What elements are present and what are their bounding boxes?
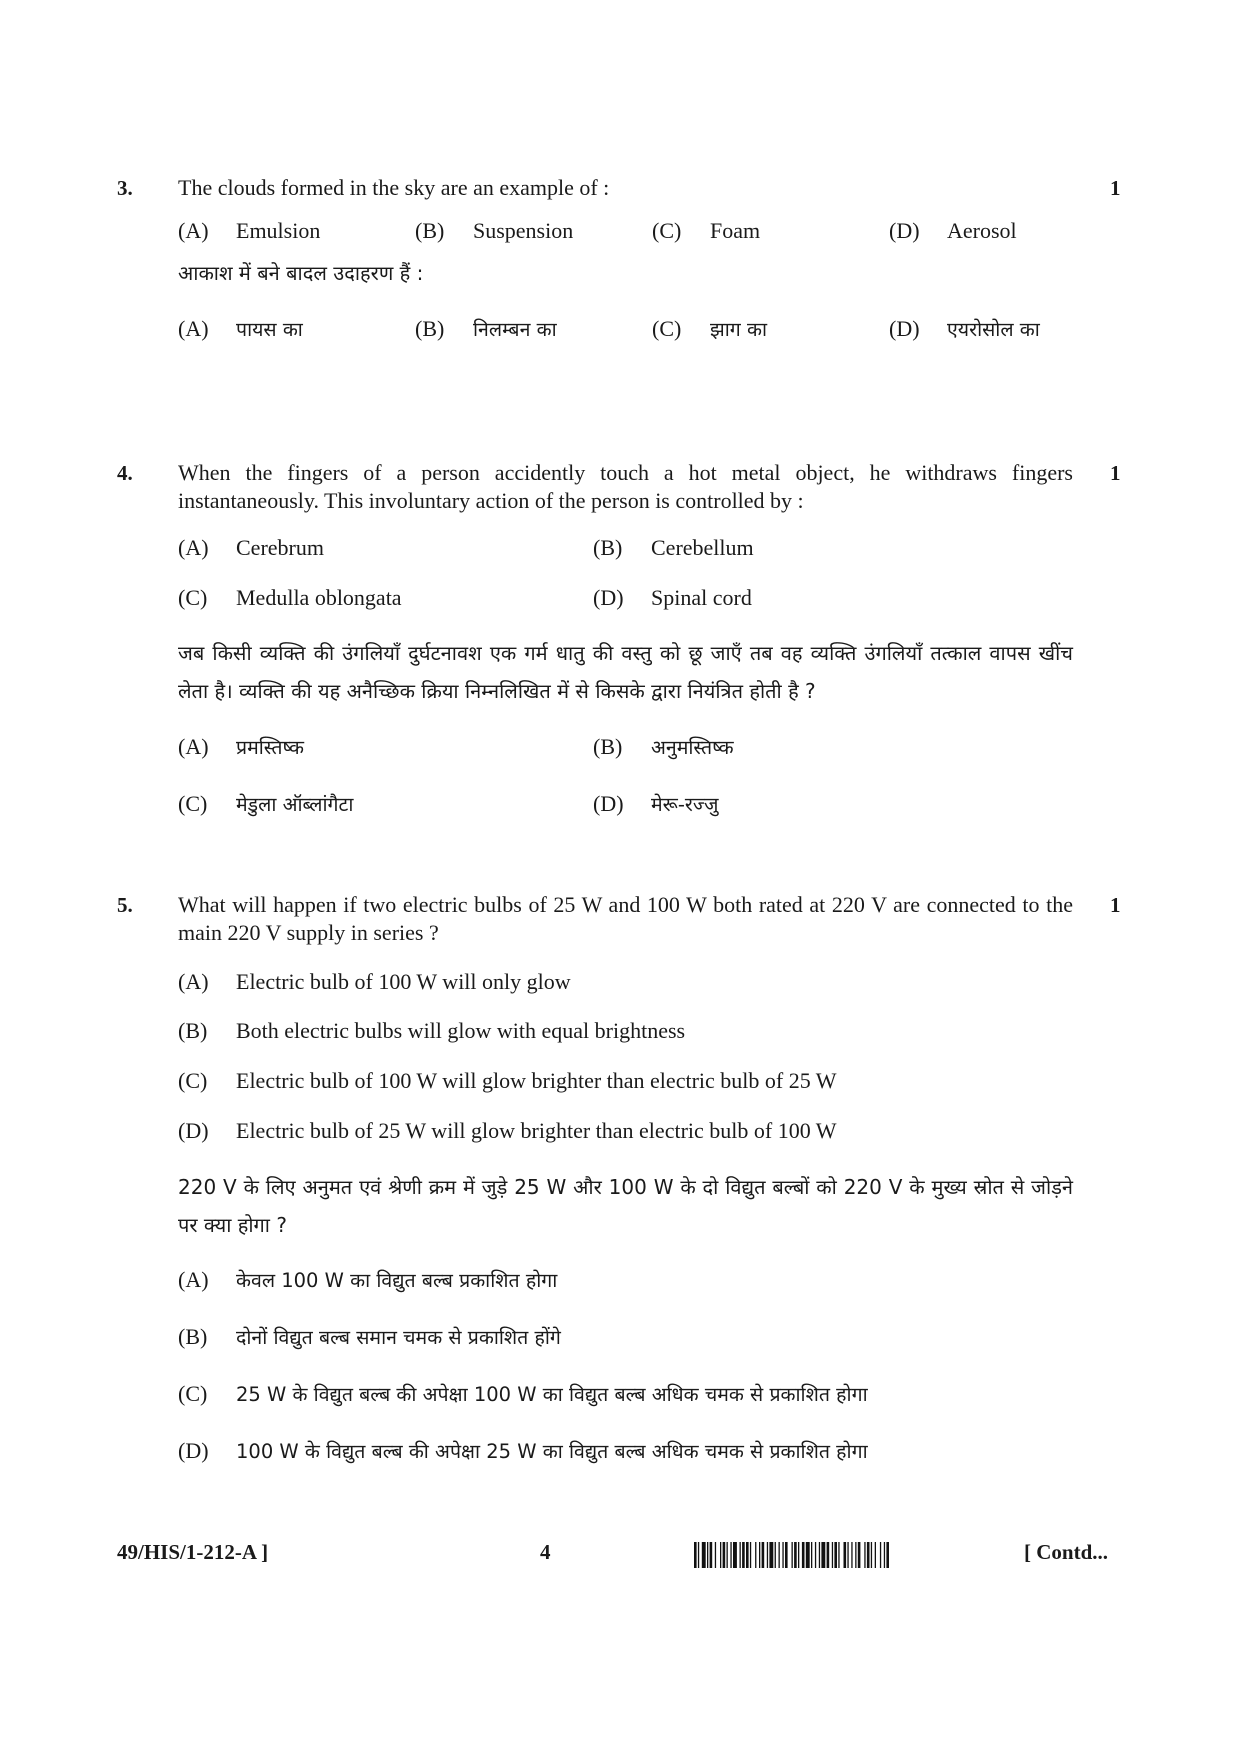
option-label: (A) [178,535,209,560]
option-text: Foam [710,218,761,243]
question-number: 5. [117,893,133,917]
question-number: 4. [117,461,133,485]
option-text: 100 W के विद्युत बल्ब की अपेक्षा 25 W का विद्युत बल्ब अधिक चमक से प्रकाशित होगा [236,1440,868,1463]
option-text: एयरोसोल का [947,318,1040,341]
question-text-hi: जब किसी व्यक्ति की उंगलियाँ दुर्घटनावश एक गर्म धातु की वस्तु को छू जाएँ तब वह व्यक्ति उंगलियाँ तत्काल वापस खींच लेता है। व्यक्ति की यह अनैच्छिक क्रिया निम्नलिखित में से किसके द्वारा नियंत्रित होती है ? [178,641,1073,703]
option-c-en [178,1068,837,1094]
question-marks: 1 [1110,176,1121,200]
option-d-hi [889,315,1040,342]
option-text: Electric bulb of 100 W will glow brighter than electric bulb of 25 W [236,1068,837,1093]
option-a-en [178,535,324,561]
option-text: केवल 100 W का विद्युत बल्ब प्रकाशित होगा [236,1269,558,1292]
option-b-hi [415,315,557,342]
option-text: Both electric bulbs will glow with equal brightness [236,1018,686,1043]
option-text: Emulsion [236,218,321,243]
option-text: दोनों विद्युत बल्ब समान चमक से प्रकाशित होंगे [236,1326,561,1349]
option-b-en [415,218,573,244]
option-label: (B) [593,535,623,560]
option-d-en [889,218,1017,244]
option-label: (A) [178,1267,209,1292]
option-text: प्रमस्तिष्क [236,736,304,759]
option-text: 25 W के विद्युत बल्ब की अपेक्षा 100 W का विद्युत बल्ब अधिक चमक से प्रकाशित होगा [236,1383,868,1406]
option-label: (C) [178,791,208,816]
option-label: (C) [178,1381,208,1406]
page-footer [0,1540,1240,1574]
option-d-en [593,585,752,611]
contd-label: [ Contd... [1024,1540,1109,1564]
option-label: (B) [415,316,445,341]
option-label: (C) [178,1068,208,1093]
option-label: (B) [178,1018,208,1043]
option-text: Electric bulb of 100 W will only glow [236,969,571,994]
option-b-hi [178,1323,561,1350]
question-marks: 1 [1110,461,1121,485]
option-label: (B) [178,1324,208,1349]
option-label: (B) [593,734,623,759]
option-label: (A) [178,316,209,341]
question-text-en: What will happen if two electric bulbs of 25 W and 100 W both rated at 220 V are connected to the main 220 V supply in series ? [178,892,1073,945]
option-a-en [178,218,320,244]
page-number: 4 [540,1540,551,1564]
question-text-hi: आकाश में बने बादल उदाहरण हैं : [178,261,424,285]
option-b-en [178,1018,685,1044]
option-text: झाग का [710,318,767,341]
option-d-hi [593,790,718,817]
option-text: Cerebrum [236,535,324,560]
option-a-en [178,969,571,995]
paper-code: 49/HIS/1-212-A ] [117,1540,269,1564]
option-d-hi [178,1437,868,1464]
option-d-en [178,1118,837,1144]
option-b-en [593,535,754,561]
option-c-en [652,218,760,244]
option-label: (A) [178,218,209,243]
option-b-hi [593,733,734,760]
option-label: (D) [593,791,624,816]
option-label: (D) [178,1438,209,1463]
option-text: पायस का [236,318,303,341]
option-c-en [178,585,402,611]
option-text: अनुमस्तिष्क [651,736,734,759]
option-text: Spinal cord [651,585,752,610]
option-label: (A) [178,734,209,759]
option-a-hi [178,315,303,342]
option-c-hi [652,315,767,342]
option-label: (D) [889,218,920,243]
option-label: (A) [178,969,209,994]
option-text: Medulla oblongata [236,585,402,610]
option-text: Cerebellum [651,535,754,560]
question-marks: 1 [1110,893,1121,917]
option-label: (C) [652,316,682,341]
question-number: 3. [117,176,133,200]
option-text: Suspension [473,218,574,243]
option-text: Aerosol [947,218,1017,243]
barcode-icon [694,1542,1012,1568]
question-text-en: The clouds formed in the sky are an example of : [178,175,610,200]
option-text: Electric bulb of 25 W will glow brighter than electric bulb of 100 W [236,1118,837,1143]
option-text: निलम्बन का [473,318,557,341]
option-a-hi [178,1266,557,1293]
option-label: (D) [178,1118,209,1143]
option-text: मेडुला ऑब्लांगैटा [236,793,354,816]
option-a-hi [178,733,304,760]
question-text-en: When the fingers of a person accidently touch a hot metal object, he withdraws fingers instantaneously. This involuntary action of the person is controlled by : [178,460,1073,513]
option-label: (D) [593,585,624,610]
option-label: (C) [652,218,682,243]
option-label: (D) [889,316,920,341]
option-label: (B) [415,218,445,243]
option-c-hi [178,1380,868,1407]
question-text-hi: 220 V के लिए अनुमत एवं श्रेणी क्रम में जुड़े 25 W और 100 W के दो विद्युत बल्बों को 220 V के मुख्य स्रोत से जोड़ने पर क्या होगा ? [178,1175,1073,1237]
option-c-hi [178,790,353,817]
option-text: मेरू-रज्जु [651,793,719,816]
option-label: (C) [178,585,208,610]
